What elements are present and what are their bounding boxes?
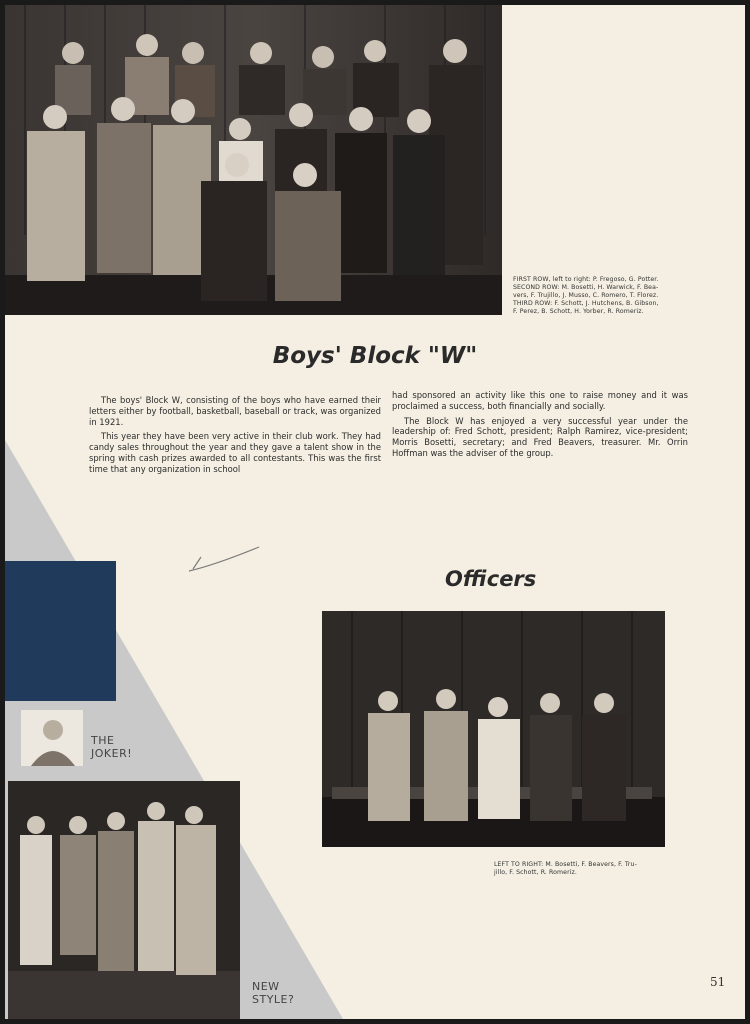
officers-title: Officers: [445, 567, 537, 591]
joker-label-line: THE: [91, 734, 115, 747]
officers-photo: [322, 611, 665, 847]
group-photo: [5, 5, 502, 315]
candid-group-photo: [8, 781, 240, 1019]
body-paragraph: had sponsored an activity like this one to raise money and it was proclaimed a success, both financially and socially.: [392, 390, 688, 411]
caption-line: vers, F. Trujillo, J. Musso, C. Romero, T. Florez.: [513, 292, 659, 299]
body-left-column: [89, 395, 381, 479]
new-style-label: [252, 980, 294, 1006]
caption-line: F. Perez, B. Schott, H. Yorber, R. Romeriz.: [513, 308, 644, 315]
body-paragraph: This year they have been very active in their club work. They had candy sales throughout the year and they gave a talent show in the spring with cash prizes awarded to all contestants. This was the first time that any organization in school: [89, 431, 381, 474]
caption-line: jillo, F. Schott, R. Romeriz.: [494, 869, 577, 876]
caption-line: THIRD ROW: F. Schott, J. Hutchens, B. Gibson,: [513, 300, 659, 307]
body-paragraph: The boys' Block W, consisting of the boys who have earned their letters either by football, basketball, baseball or track, was organized in 1921.: [89, 395, 381, 427]
caption-line: LEFT TO RIGHT: M. Bosetti, F. Beavers, F. Tru-: [494, 861, 637, 868]
officers-photo-caption: [494, 861, 694, 877]
page-title: Boys' Block "W": [272, 343, 478, 369]
joker-portrait-photo: [21, 710, 83, 766]
blue-color-block: [5, 561, 116, 701]
body-paragraph: The Block W has enjoyed a very successful year under the leadership of: Fred Schott, president; Ralph Ramirez, vice-president; Morris Bosetti, secretary; and Fred Beavers, treasurer. Mr. Orrin Hoffman was the adviser of the group.: [392, 415, 688, 458]
yearbook-page: [5, 5, 745, 1019]
page-number: 51: [710, 975, 726, 989]
group-photo-caption: [513, 276, 743, 316]
new-style-label-line: STYLE?: [252, 993, 295, 1006]
body-right-column: [392, 390, 688, 463]
caption-line: SECOND ROW: M. Bosetti, H. Warwick, F. Bea-: [513, 284, 659, 291]
joker-label: [91, 734, 132, 760]
new-style-label-line: NEW: [252, 980, 280, 993]
joker-label-line: JOKER!: [91, 747, 133, 760]
caption-line: FIRST ROW, left to right: P. Fregoso, G. Potter.: [513, 276, 659, 283]
pencil-mark-icon: [185, 543, 265, 577]
